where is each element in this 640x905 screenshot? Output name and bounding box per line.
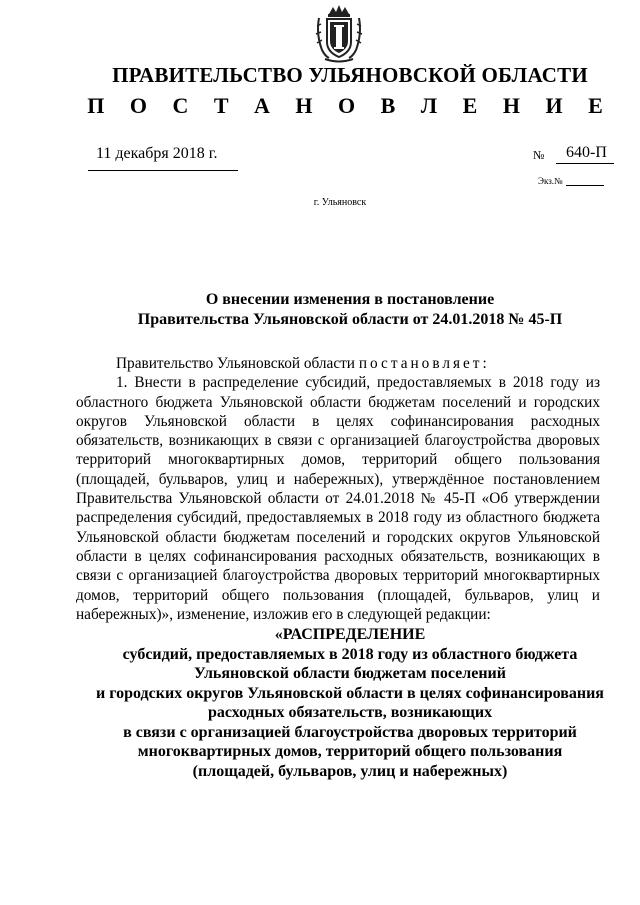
government-title: ПРАВИТЕЛЬСТВО УЛЬЯНОВСКОЙ ОБЛАСТИ <box>112 63 588 87</box>
distribution-title-line: многоквартирных домов, территорий общего пользования <box>137 743 563 760</box>
distribution-title <box>60 625 640 781</box>
decree-subject <box>60 290 640 330</box>
city-name: г. Ульяновск <box>313 197 367 208</box>
preamble-text: Правительство Ульяновской области <box>116 355 359 372</box>
preamble-resolves: постановляет: <box>358 355 490 372</box>
copy-number-label: Экз.№ <box>538 176 563 186</box>
decree-number: 640-П <box>566 144 607 161</box>
distribution-title-line: в связи с организацией благоустройства дворовых территорий <box>123 723 577 741</box>
date-underline <box>88 170 238 171</box>
distribution-title-line: субсидий, предоставляемых в 2018 году из областного бюджета <box>122 645 578 663</box>
coat-of-arms-icon <box>313 4 365 64</box>
subject-line: О внесении изменения в постановление <box>205 291 495 308</box>
number-underline <box>556 163 614 164</box>
decree-date: 11 декабря 2018 г. <box>96 145 218 162</box>
distribution-title-line: (площадей, бульваров, улиц и набережных) <box>192 762 508 780</box>
number-sign: № <box>533 148 545 162</box>
distribution-title-line: расходных обязательств, возникающих <box>207 704 493 721</box>
decree-body <box>76 354 600 624</box>
subject-line: Правительства Ульяновской области от 24.01.2018 № 45-П <box>137 311 563 328</box>
distribution-title-line: «РАСПРЕДЕЛЕНИЕ <box>274 626 426 643</box>
preamble-paragraph <box>76 354 600 373</box>
distribution-title-line: Ульяновской области бюджетам поселений <box>194 665 506 682</box>
copy-number-underline <box>566 185 604 186</box>
clause-1-paragraph: 1. Внести в распределение субсидий, предоставляемых в 2018 году из областного бюджета Ульяновской области бюджетам поселений и городских округов Ульяновской области в целях софинансирования расходных обязательств, возникающих в связи с организацией благоустройства дворовых территорий многоквартирных домов, территорий общего пользования (площадей, бульваров, улиц и набережных), утверждённое постановлением Правительства Ульяновской области от 24.01.2018 № 45-П «Об утверждении распределения субсидий, предоставляемых в 2018 году из областного бюджета Ульяновской области бюджетам поселений и городских округов Ульяновской области в целях софинансирования расходных обязательств, возникающих в связи с организацией благоустройства дворовых территорий многоквартирных домов, территорий общего пользования (площадей, бульваров, улиц и набережных)», изменение, изложив его в следующей редакции: <box>76 374 600 623</box>
document-type-title: П О С Т А Н О В Л Е Н И Е <box>87 93 613 118</box>
distribution-title-line: и городских округов Ульяновской области в целях софинансирования <box>96 684 604 702</box>
